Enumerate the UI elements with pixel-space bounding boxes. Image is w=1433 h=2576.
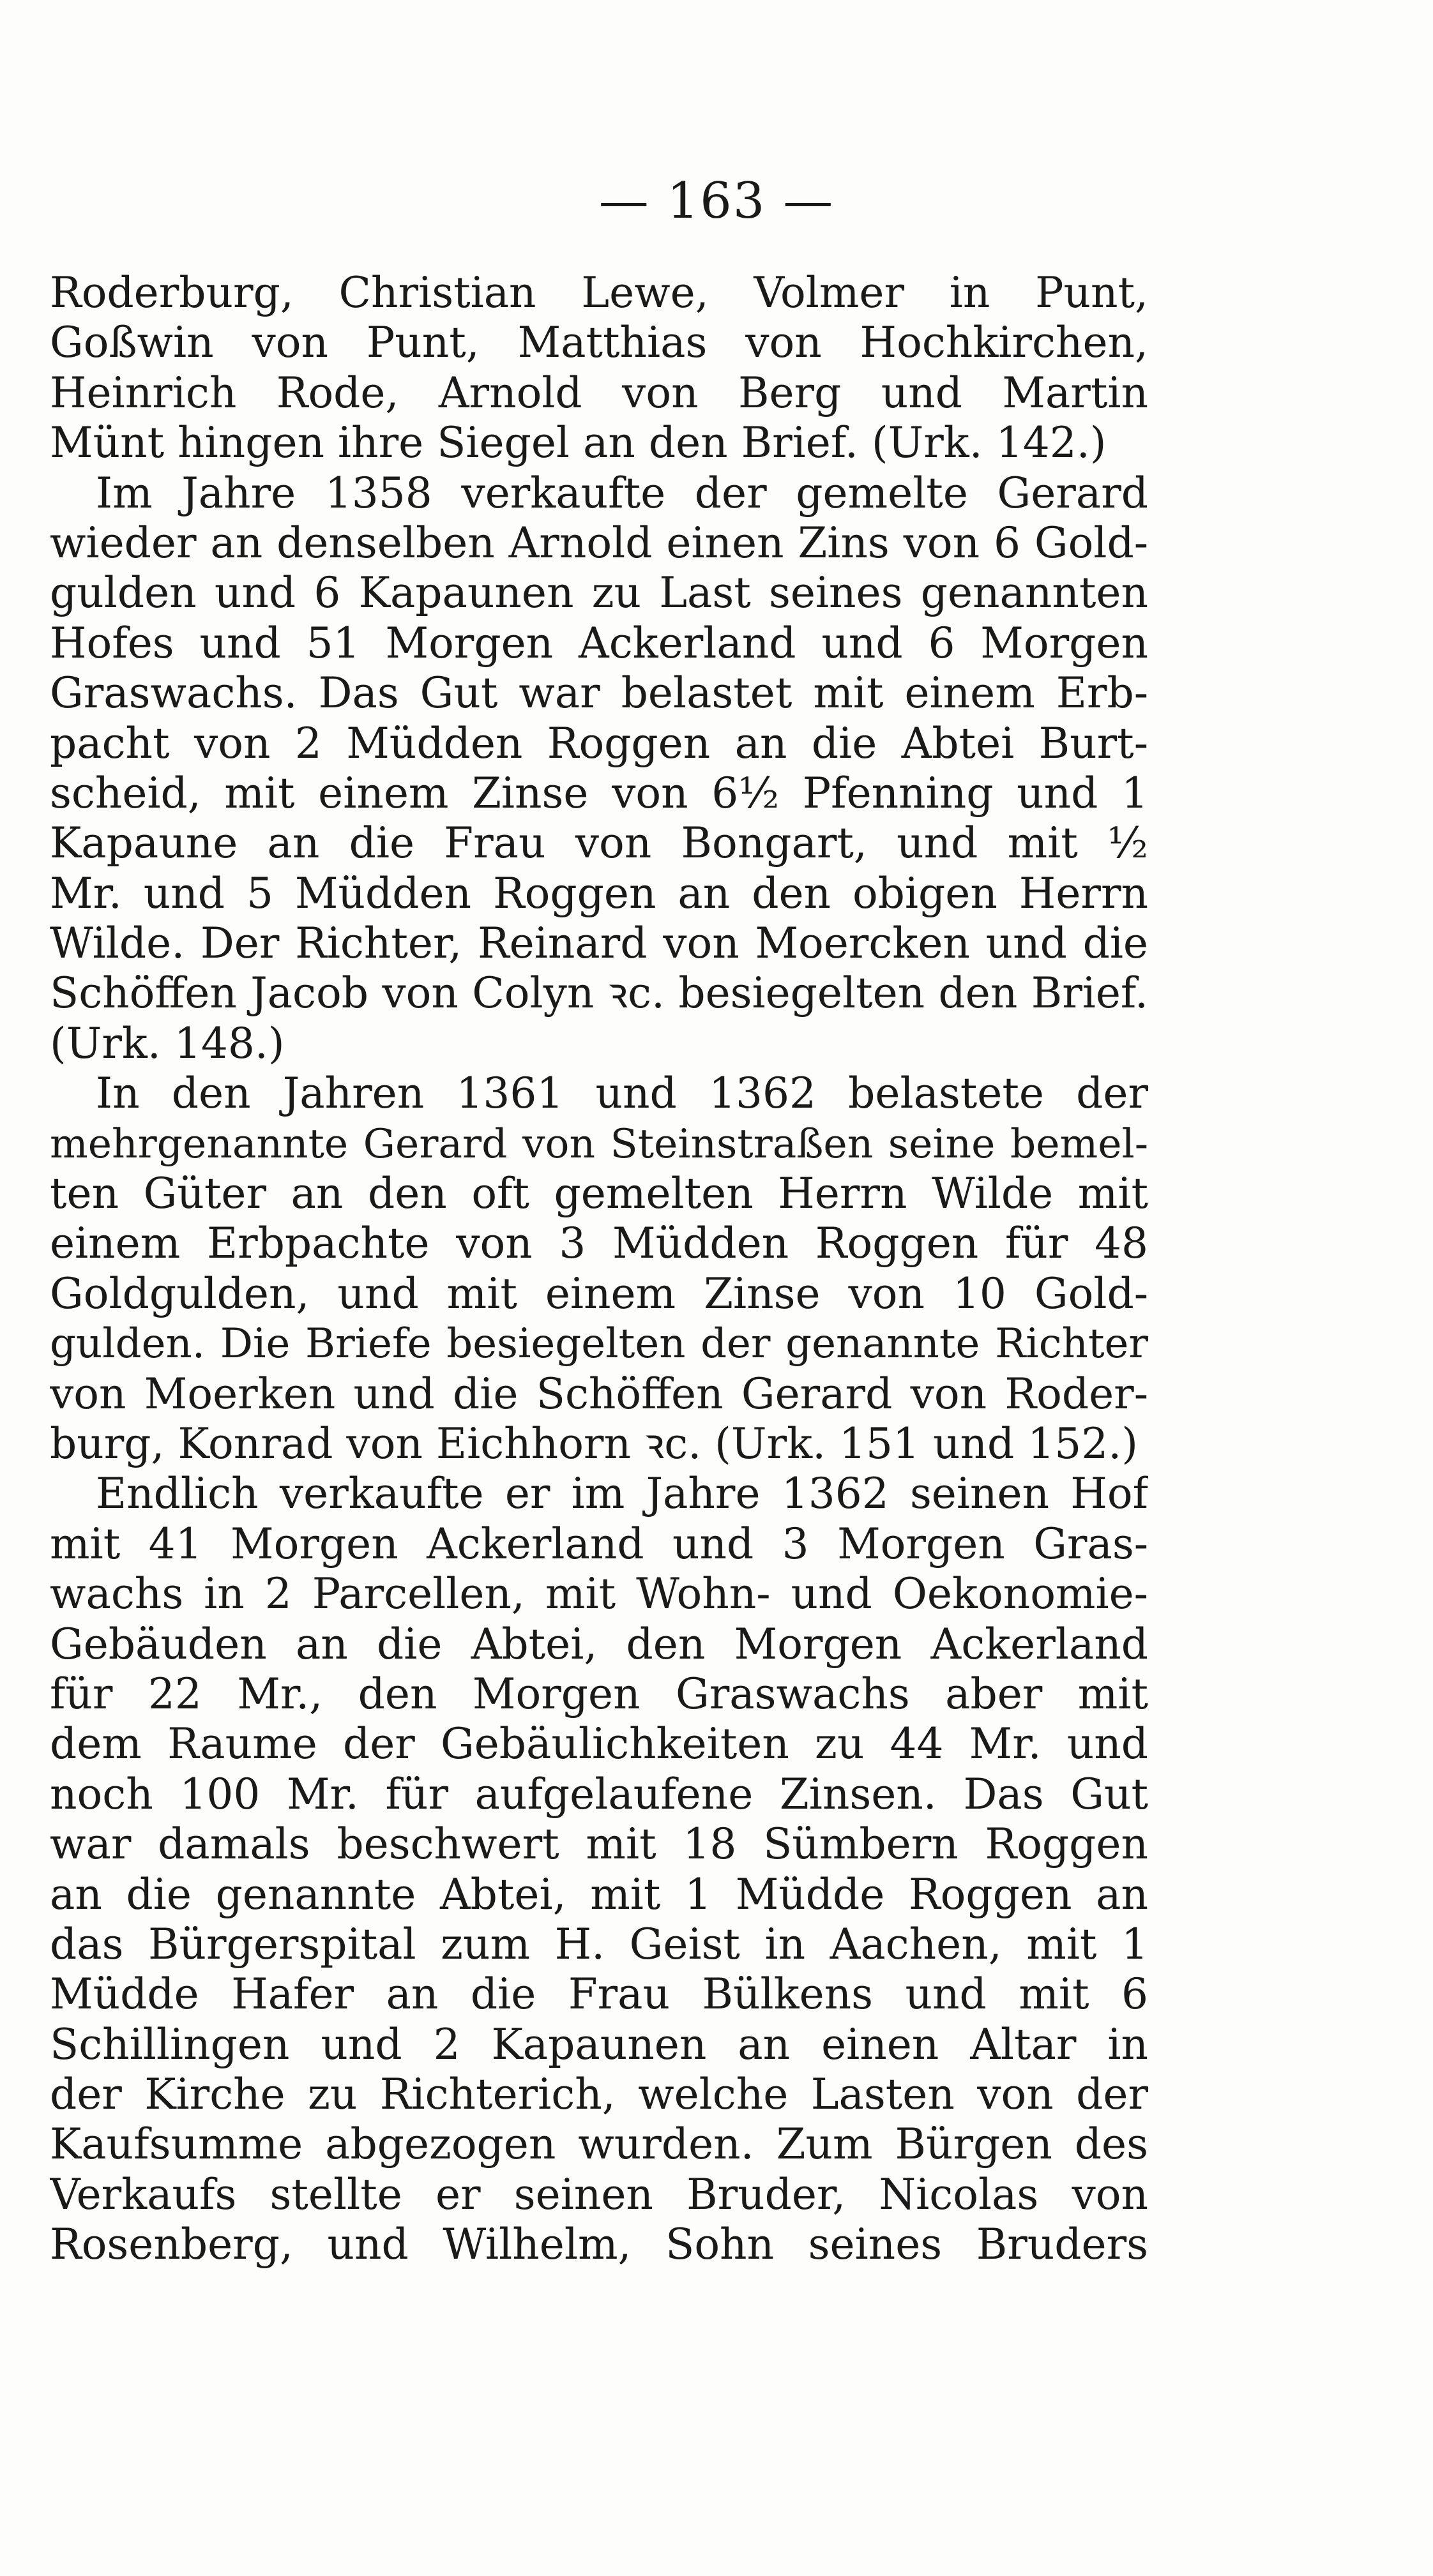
text-line: Mr. und 5 Müdden Roggen an den obigen Herrn: [50, 868, 1148, 918]
text-line: gulden und 6 Kapaunen zu Last seines genannten: [50, 568, 1148, 618]
text-line: für 22 Mr., den Morgen Graswachs aber mit: [50, 1669, 1148, 1719]
text-line: Endlich verkaufte er im Jahre 1362 seinen Hof: [96, 1469, 1148, 1519]
text-line: (Urk. 148.): [50, 1018, 285, 1068]
text-line: wieder an denselben Arnold einen Zins von 6 Gold-: [50, 518, 1148, 568]
text-line: einem Erbpachte von 3 Müdden Roggen für 48: [50, 1219, 1148, 1269]
text-line: Wilde. Der Richter, Reinard von Moercken und die: [50, 919, 1148, 968]
text-line: von Moerken und die Schöffen Gerard von Roder-: [50, 1369, 1148, 1419]
text-line: Kaufsumme abgezogen wurden. Zum Bürgen des: [50, 2120, 1148, 2169]
text-line: Kapaune an die Frau von Bongart, und mit ½: [50, 818, 1148, 868]
text-line: burg, Konrad von Eichhorn ꝛc. (Urk. 151 und 152.): [50, 1419, 1138, 1468]
text-line: In den Jahren 1361 und 1362 belastete der: [96, 1069, 1148, 1119]
page-number: — 163 —: [598, 172, 835, 230]
text-line: mehrgenannte Gerard von Steinstraßen seine bemel-: [50, 1120, 1148, 1167]
text-line: pacht von 2 Müdden Roggen an die Abtei Burt-: [50, 718, 1148, 768]
text-line: Verkaufs stellte er seinen Bruder, Nicolas von: [50, 2169, 1148, 2219]
text-line: gulden. Die Briefe besiegelten der genannte Richter: [50, 1320, 1148, 1368]
text-line: scheid, mit einem Zinse von 6½ Pfenning und 1: [50, 768, 1148, 818]
text-line: Goldgulden, und mit einem Zinse von 10 Gold-: [50, 1269, 1148, 1318]
text-line: war damals beschwert mit 18 Sümbern Roggen: [50, 1819, 1148, 1869]
text-line: noch 100 Mr. für aufgelaufene Zinsen. Das Gut: [50, 1769, 1148, 1819]
text-line: Goßwin von Punt, Matthias von Hochkirchen,: [50, 318, 1148, 368]
text-line: dem Raume der Gebäulichkeiten zu 44 Mr. und: [50, 1719, 1148, 1769]
text-line: Schillingen und 2 Kapaunen an einen Altar in: [50, 2019, 1148, 2069]
text-line: mit 41 Morgen Ackerland und 3 Morgen Gras-: [50, 1519, 1148, 1569]
text-line: das Bürgerspital zum H. Geist in Aachen, mit 1: [50, 1919, 1148, 1969]
body-text: [50, 268, 1148, 2270]
text-line: Müdde Hafer an die Frau Bülkens und mit 6: [50, 1970, 1148, 2019]
text-line: ten Güter an den oft gemelten Herrn Wilde mit: [50, 1169, 1148, 1219]
text-line: wachs in 2 Parcellen, mit Wohn- und Oekonomie-: [50, 1569, 1148, 1619]
text-line: Münt hingen ihre Siegel an den Brief. (Urk. 142.): [50, 418, 1107, 468]
text-line: Heinrich Rode, Arnold von Berg und Martin: [50, 368, 1148, 418]
text-line: Graswachs. Das Gut war belastet mit einem Erb-: [50, 668, 1148, 718]
text-line: Gebäuden an die Abtei, den Morgen Ackerland: [50, 1619, 1148, 1669]
text-line: Im Jahre 1358 verkaufte der gemelte Gerard: [96, 468, 1148, 518]
text-line: Schöffen Jacob von Colyn ꝛc. besiegelten den Brief.: [50, 968, 1148, 1018]
text-line: an die genannte Abtei, mit 1 Müdde Roggen an: [50, 1869, 1148, 1919]
text-line: der Kirche zu Richterich, welche Lasten von der: [50, 2070, 1148, 2120]
text-line: Rosenberg, und Wilhelm, Sohn seines Bruders: [50, 2220, 1148, 2270]
text-line: Roderburg, Christian Lewe, Volmer in Punt,: [50, 268, 1148, 317]
text-line: Hofes und 51 Morgen Ackerland und 6 Morgen: [50, 618, 1148, 668]
